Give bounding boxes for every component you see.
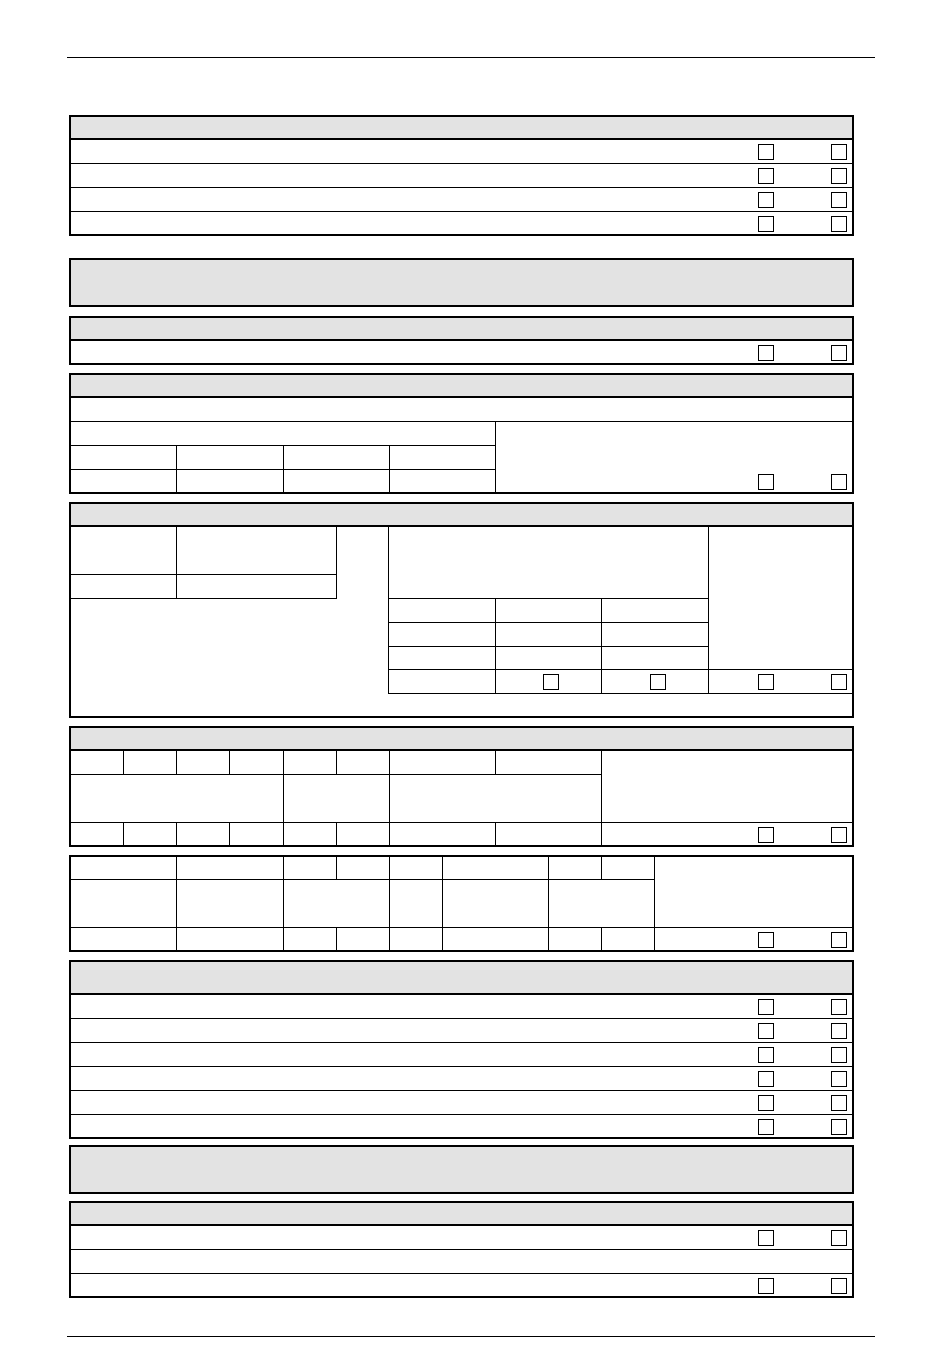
section-4-r2-c2 (176, 469, 284, 494)
s7-checkbox-b[interactable] (831, 932, 847, 948)
section-7-r3-c8 (601, 927, 655, 952)
section-1-row-1 (69, 139, 854, 164)
section-9-note (69, 1145, 854, 1194)
section-3-header (69, 316, 854, 341)
section-6-r3-c8 (495, 822, 602, 847)
section-6-r3-c3 (176, 822, 230, 847)
section-5-right-block (708, 526, 854, 670)
section-4-r1-c2 (176, 445, 284, 470)
section-6-header (69, 726, 854, 751)
section-6-r1-c5 (283, 750, 337, 775)
section-7-r3-c2 (176, 927, 284, 952)
section-7-r1-c4 (336, 855, 390, 880)
section-5-grid-r2-c2 (495, 622, 602, 647)
section-5-middle-block (388, 526, 709, 599)
s10-r3-checkbox-a[interactable] (758, 1278, 774, 1294)
section-7-right-block (654, 855, 854, 928)
section-10-row-2 (69, 1249, 854, 1274)
section-7-r1-c5 (389, 855, 443, 880)
s8-r6-checkbox-b[interactable] (831, 1119, 847, 1135)
section-5-left-label (69, 526, 177, 575)
section-7-r3-c1 (69, 927, 177, 952)
s5-checkbox-b[interactable] (831, 674, 847, 690)
section-6-r2-block-3 (389, 774, 602, 823)
section-8-row-2 (69, 1018, 854, 1043)
section-6-r3-c2 (123, 822, 177, 847)
s5-checkbox-a[interactable] (758, 674, 774, 690)
s10-r1-checkbox-b[interactable] (831, 1230, 847, 1246)
section-5-grid-r1-c3 (601, 598, 709, 623)
section-5-grid-r1-c1 (388, 598, 496, 623)
section-7-r2-c5 (442, 879, 549, 928)
section-6-r1-c8 (495, 750, 602, 775)
section-6-r2-block-1 (69, 774, 284, 823)
section-7-r2-c2 (176, 879, 284, 928)
section-7-r1-c8 (601, 855, 655, 880)
section-7-r1-c3 (283, 855, 337, 880)
s1-r2-checkbox-a[interactable] (758, 168, 774, 184)
section-5-grid-r1-c2 (495, 598, 602, 623)
section-4-header (69, 373, 854, 398)
section-6-r3-c1 (69, 822, 124, 847)
section-5-grid-r2-c3 (601, 622, 709, 647)
section-6-r1-c4 (229, 750, 284, 775)
section-4-wide-row (69, 397, 854, 422)
section-4-right-block (495, 421, 854, 494)
s4-checkbox-a[interactable] (758, 474, 774, 490)
section-6-r3-c4 (229, 822, 284, 847)
s1-r3-checkbox-b[interactable] (831, 192, 847, 208)
section-7-r3-c6 (442, 927, 549, 952)
section-1-row-4 (69, 211, 854, 236)
section-1-row-2 (69, 163, 854, 188)
section-7-r2-c1 (69, 879, 177, 928)
s8-r5-checkbox-b[interactable] (831, 1095, 847, 1111)
s4-checkbox-b[interactable] (831, 474, 847, 490)
section-7-r3-c3 (283, 927, 337, 952)
section-6-r3-c7 (389, 822, 496, 847)
section-5-left-row2-label (69, 574, 177, 599)
section-6-r3-c9 (601, 822, 854, 847)
s10-r3-checkbox-b[interactable] (831, 1278, 847, 1294)
section-8-row-4 (69, 1066, 854, 1091)
section-8-row-6 (69, 1114, 854, 1139)
section-2-note (69, 258, 854, 307)
section-5-grid-r3-c2 (495, 646, 602, 671)
s1-r4-checkbox-a[interactable] (758, 216, 774, 232)
section-6-r1-c6 (336, 750, 390, 775)
section-1-header (69, 115, 854, 140)
section-10-header (69, 1201, 854, 1226)
section-4-r1-c3 (283, 445, 390, 470)
s8-r3-checkbox-b[interactable] (831, 1047, 847, 1063)
section-4-r2-c3 (283, 469, 390, 494)
section-7-r2-c4 (389, 879, 443, 928)
section-6-r3-c6 (336, 822, 390, 847)
s7-checkbox-a[interactable] (758, 932, 774, 948)
section-5-left-value (176, 526, 337, 575)
section-7-r2-c6 (548, 879, 655, 928)
s3-r1-checkbox-b[interactable] (831, 345, 847, 361)
section-6-r1-c3 (176, 750, 230, 775)
section-7-r1-c1 (69, 855, 177, 880)
s8-r1-checkbox-b[interactable] (831, 999, 847, 1015)
section-6-r1-c7 (389, 750, 496, 775)
s5-checkbox-c3[interactable] (650, 674, 666, 690)
s3-r1-checkbox-a[interactable] (758, 345, 774, 361)
section-6-r2-block-2 (283, 774, 390, 823)
s1-r4-checkbox-b[interactable] (831, 216, 847, 232)
s6-checkbox-a[interactable] (758, 827, 774, 843)
section-6-right-block (601, 750, 854, 823)
section-7-r3-c9 (654, 927, 854, 952)
section-5-grid-r3-c3 (601, 646, 709, 671)
s1-r2-checkbox-b[interactable] (831, 168, 847, 184)
section-8-row-3 (69, 1042, 854, 1067)
section-7-r3-c5 (389, 927, 443, 952)
section-7-r3-c4 (336, 927, 390, 952)
s8-r2-checkbox-a[interactable] (758, 1023, 774, 1039)
s8-r5-checkbox-a[interactable] (758, 1095, 774, 1111)
section-4-r2-c4 (389, 469, 496, 494)
section-1-row-3 (69, 187, 854, 212)
bottom-rule (67, 1336, 875, 1337)
section-3-row-1 (69, 340, 854, 365)
section-7-r1-c2 (176, 855, 284, 880)
s1-r1-checkbox-b[interactable] (831, 144, 847, 160)
section-5-header (69, 502, 854, 527)
section-8-header (69, 960, 854, 995)
s10-r1-checkbox-a[interactable] (758, 1230, 774, 1246)
section-6-r1-c1 (69, 750, 124, 775)
s8-r2-checkbox-b[interactable] (831, 1023, 847, 1039)
section-5-left-row2-value (176, 574, 337, 599)
section-7-r2-c3 (283, 879, 390, 928)
section-6-r1-c2 (123, 750, 177, 775)
section-10-row-1 (69, 1225, 854, 1250)
section-5-grid-r4-c1 (388, 669, 496, 694)
section-8-row-1 (69, 994, 854, 1019)
section-8-row-5 (69, 1090, 854, 1115)
section-4-subheader (69, 421, 496, 446)
s8-r4-checkbox-a[interactable] (758, 1071, 774, 1087)
section-4-r1-c1 (69, 445, 177, 470)
s6-checkbox-b[interactable] (831, 827, 847, 843)
s8-r4-checkbox-b[interactable] (831, 1071, 847, 1087)
section-4-r1-c4 (389, 445, 496, 470)
s1-r1-checkbox-a[interactable] (758, 144, 774, 160)
section-4-r2-c1 (69, 469, 177, 494)
section-7-r1-c7 (548, 855, 602, 880)
s8-r1-checkbox-a[interactable] (758, 999, 774, 1015)
section-6-r3-c5 (283, 822, 337, 847)
s8-r3-checkbox-a[interactable] (758, 1047, 774, 1063)
s1-r3-checkbox-a[interactable] (758, 192, 774, 208)
section-7-r3-c7 (548, 927, 602, 952)
section-10-row-3 (69, 1273, 854, 1298)
section-7-r1-c6 (442, 855, 549, 880)
section-5-grid-r3-c1 (388, 646, 496, 671)
top-rule (67, 57, 875, 58)
section-5-grid-r2-c1 (388, 622, 496, 647)
s5-checkbox-c2[interactable] (543, 674, 559, 690)
s8-r6-checkbox-a[interactable] (758, 1119, 774, 1135)
